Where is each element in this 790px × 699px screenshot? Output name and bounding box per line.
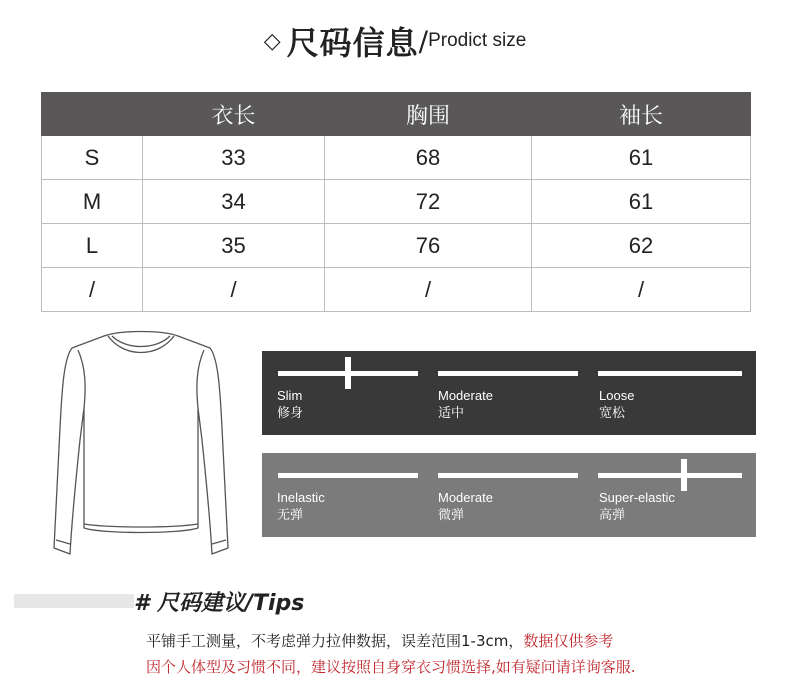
title-en: Prodict size <box>428 30 527 51</box>
fit-scale-segment <box>438 371 578 376</box>
elastic-scale-segment <box>598 473 742 478</box>
size-label: S <box>42 136 143 180</box>
table-cell: / <box>325 268 532 312</box>
size-label: M <box>42 180 143 224</box>
elastic-option-zh: 高弹 <box>599 508 626 523</box>
fit-scale-marker <box>345 357 351 389</box>
header-cell <box>42 93 143 136</box>
elastic-option-super-elastic <box>599 489 675 525</box>
tips-decor-bar <box>14 594 134 608</box>
title-cn: 尺码信息 <box>286 24 419 62</box>
table-cell: 61 <box>532 136 751 180</box>
fit-option-en: Moderate <box>438 388 493 403</box>
table-cell: 61 <box>532 180 751 224</box>
header-cell: 衣长 <box>143 93 325 136</box>
elastic-scale-segment <box>278 473 418 478</box>
header-cell: 袖长 <box>532 93 751 136</box>
fit-option-zh: 宽松 <box>599 406 626 421</box>
elastic-option-en: Inelastic <box>277 490 325 505</box>
fit-scale-panel <box>262 351 756 435</box>
tips-heading: # 尺码建议/Tips <box>134 591 305 616</box>
elastic-option-moderate <box>438 489 493 525</box>
fit-scale-segment <box>598 371 742 376</box>
tips-line-1 <box>146 630 613 651</box>
table-cell: 68 <box>325 136 532 180</box>
size-label: L <box>42 224 143 268</box>
table-cell: 34 <box>143 180 325 224</box>
table-cell: 72 <box>325 180 532 224</box>
table-cell: 35 <box>143 224 325 268</box>
size-label: / <box>42 268 143 312</box>
tips-line-2: 因个人体型及习惯不同，建议按照自身穿衣习惯选择,如有疑问请详询客服. <box>146 658 636 676</box>
long-sleeve-shirt-illustration <box>40 328 240 578</box>
elastic-scale-panel <box>262 453 756 537</box>
fit-option-zh: 适中 <box>438 406 465 421</box>
table-cell: / <box>143 268 325 312</box>
fit-option-slim <box>277 387 303 423</box>
fit-option-zh: 修身 <box>277 406 304 421</box>
fit-option-en: Loose <box>599 388 635 403</box>
table-cell: / <box>532 268 751 312</box>
diamond-outline-icon: ◇ <box>263 28 281 54</box>
title-separator: / <box>418 24 429 58</box>
elastic-option-inelastic <box>277 489 325 525</box>
table-row <box>42 268 751 312</box>
fit-option-en: Slim <box>277 388 303 403</box>
page-title <box>0 18 790 64</box>
table-cell: 62 <box>532 224 751 268</box>
size-table <box>41 92 751 312</box>
table-row <box>42 180 751 224</box>
table-row <box>42 224 751 268</box>
elastic-option-en: Super-elastic <box>599 490 675 505</box>
elastic-scale-segment <box>438 473 578 478</box>
elastic-scale-marker <box>681 459 687 491</box>
elastic-option-zh: 无弹 <box>277 508 304 523</box>
table-cell: 76 <box>325 224 532 268</box>
table-cell: 33 <box>143 136 325 180</box>
table-row <box>42 136 751 180</box>
tips-line-1-text: 平铺手工测量，不考虑弹力拉伸数据，误差范围1-3cm， <box>146 632 524 650</box>
fit-option-moderate <box>438 387 493 423</box>
elastic-option-zh: 微弹 <box>438 508 465 523</box>
header-cell: 胸围 <box>325 93 532 136</box>
tips-line-1-highlight: 数据仅供参考 <box>523 632 614 650</box>
fit-option-loose <box>599 387 634 423</box>
elastic-option-en: Moderate <box>438 490 493 505</box>
table-header-row <box>42 93 751 136</box>
